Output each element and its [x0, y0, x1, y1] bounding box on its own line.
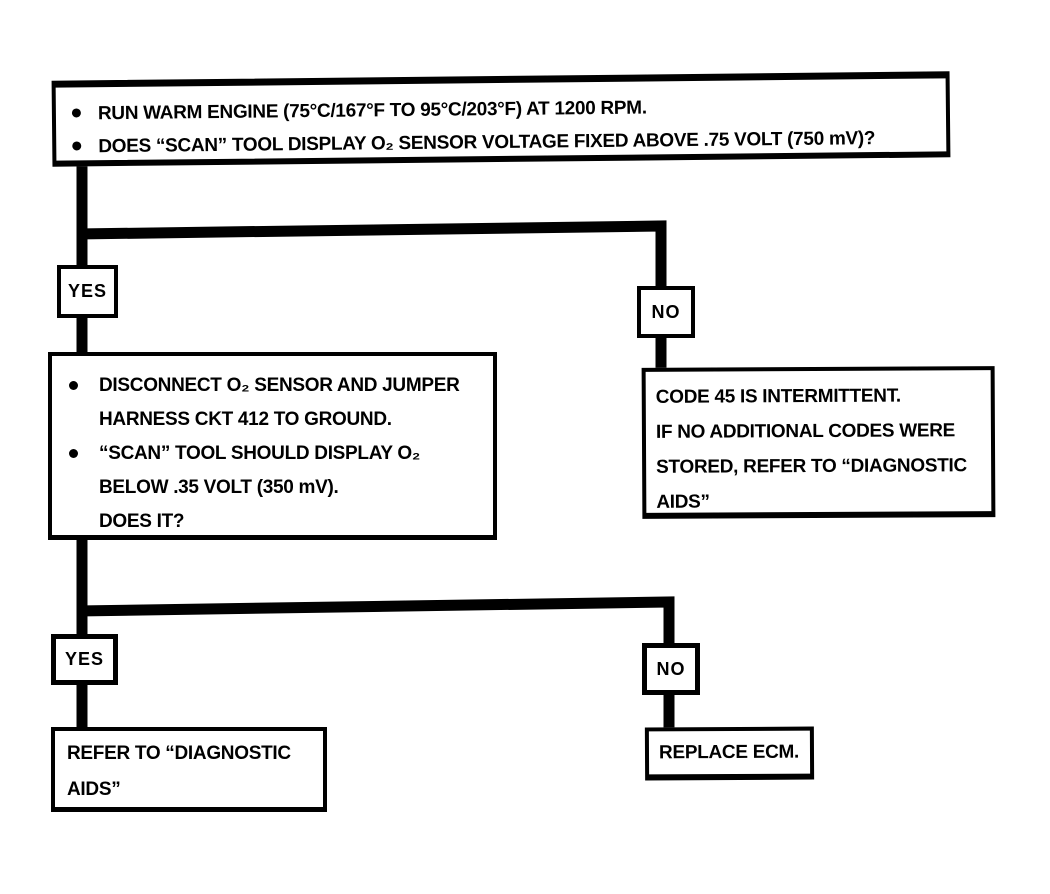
- test-bullet-2-line-3: DOES IT?: [99, 511, 185, 532]
- branch1-no-label: NO: [651, 301, 681, 322]
- connector-branch2-to-no2: [77, 602, 669, 648]
- branch1-yes-label: YES: [67, 281, 108, 301]
- intermittent-line-2: IF NO ADDITIONAL CODES WERE: [655, 420, 956, 443]
- connector-branch1-to-no1: [77, 226, 661, 292]
- branch1-no-box: [637, 286, 695, 338]
- start-bullet-1-text: RUN WARM ENGINE (75°C/167°F TO 95°C/203°F) AT 1200 RPM.: [97, 97, 647, 125]
- branch2-yes-label: YES: [64, 649, 105, 669]
- test-bullet-row-1: [65, 369, 487, 437]
- refer-line-2: AIDS”: [67, 779, 121, 800]
- test-bullet-1-line-2: HARNESS CKT 412 TO GROUND.: [99, 409, 392, 430]
- refer-line-1: REFER TO “DIAGNOSTIC: [67, 743, 291, 764]
- intermittent-line-4: AIDS”: [656, 491, 710, 513]
- branch2-yes-box: [51, 634, 118, 685]
- test-bullet-2-line-1: “SCAN” TOOL SHOULD DISPLAY O₂: [99, 443, 421, 464]
- bullet-icon: [69, 449, 78, 458]
- refer-diagnostic-aids-box: [51, 727, 327, 812]
- intermittent-line-3: STORED, REFER TO “DIAGNOSTIC: [656, 455, 967, 478]
- test-bullet-1-lines: [99, 369, 460, 437]
- intermittent-box: [642, 366, 996, 519]
- test-bullet-row-2: [65, 437, 487, 539]
- bullet-icon: [72, 108, 81, 117]
- jumper-test-box: [48, 352, 497, 540]
- test-bullet-2-line-2: BELOW .35 VOLT (350 mV).: [99, 477, 339, 498]
- replace-ecm-box: [645, 727, 814, 781]
- test-bullet-1-line-1: DISCONNECT O₂ SENSOR AND JUMPER: [99, 375, 460, 396]
- branch1-yes-box: [57, 265, 118, 318]
- branch2-no-label: NO: [656, 658, 686, 679]
- start-bullet-2-text: DOES “SCAN” TOOL DISPLAY O₂ SENSOR VOLTAGE FIXED ABOVE .75 VOLT (750 mV)?: [98, 128, 876, 158]
- test-bullet-2-lines: [99, 437, 420, 539]
- bullet-icon: [72, 141, 81, 150]
- bullet-icon: [69, 381, 78, 390]
- start-box: [52, 71, 951, 166]
- branch2-no-box: [642, 643, 700, 695]
- intermittent-line-1: CODE 45 IS INTERMITTENT.: [655, 385, 901, 408]
- replace-ecm-label: REPLACE ECM.: [658, 741, 800, 763]
